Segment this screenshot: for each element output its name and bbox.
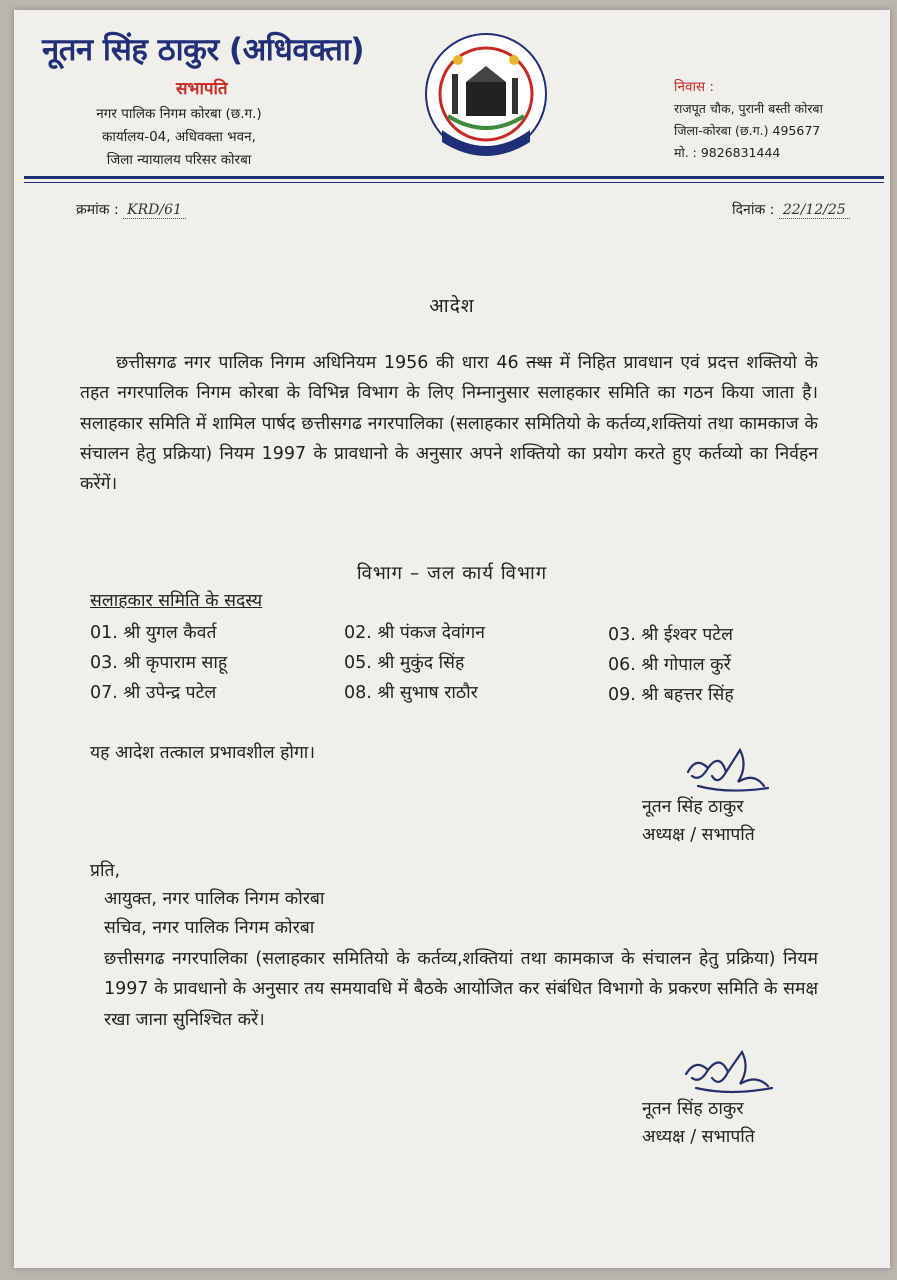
residence-line-3: मो. : 9826831444 xyxy=(674,145,781,160)
reference-value: KRD/61 xyxy=(123,202,186,219)
letter-page xyxy=(14,10,890,1268)
office-line-1: नगर पालिक निगम कोरबा (छ.ग.) xyxy=(96,106,262,122)
copy-to-label: प्रति, xyxy=(90,861,121,881)
date-label: दिनांक : xyxy=(732,202,775,218)
paragraph-text-start: छत्तीसगढ नगर पालिक निगम अधिनियम 1956 की धारा 46 xyxy=(116,353,519,373)
reference-label: क्रमांक : xyxy=(76,202,119,218)
letterhead-name: नूतन सिंह ठाकुर (अधिवक्ता) xyxy=(42,32,365,68)
signatory-role-2: अध्यक्ष / सभापति xyxy=(642,1127,755,1147)
members-heading: सलाहकार समिति के सदस्य xyxy=(90,591,263,611)
letterhead-designation: सभापति xyxy=(176,79,228,99)
residence-line-2: जिला-कोरबा (छ.ग.) 495677 xyxy=(674,123,821,138)
member-item: 03. श्री कृपाराम साहू xyxy=(90,653,228,673)
member-item: 02. श्री पंकज देवांगन xyxy=(344,623,485,643)
member-item: 06. श्री गोपाल कुर्रे xyxy=(608,655,731,675)
signatory-role: अध्यक्ष / सभापति xyxy=(642,825,755,845)
effective-line: यह आदेश तत्काल प्रभावशील होगा। xyxy=(90,743,315,763)
department-heading: विभाग – जल कार्य विभाग xyxy=(356,563,548,584)
office-line-3: जिला न्यायालय परिसर कोरबा xyxy=(106,152,252,168)
signatory-name: नूतन सिंह ठाकुर xyxy=(642,797,744,817)
residence-label: निवास : xyxy=(674,79,714,95)
member-item: 07. श्री उपेन्द्र पटेल xyxy=(90,683,217,703)
copy-recipient: आयुक्त, नगर पालिक निगम कोरबा xyxy=(104,889,325,909)
letterhead-divider-thin xyxy=(24,182,884,183)
residence-line-1: राजपूत चौक, पुरानी बस्ती कोरबा xyxy=(674,101,823,116)
order-title: आदेश xyxy=(429,295,475,317)
municipal-seal-logo xyxy=(422,30,550,158)
reference-number xyxy=(76,200,186,219)
signatory-name-2: नूतन सिंह ठाकुर xyxy=(642,1099,744,1119)
member-item: 09. श्री बहत्तर सिंह xyxy=(608,685,734,705)
member-item: 03. श्री ईश्वर पटेल xyxy=(608,625,733,645)
signature-mark xyxy=(678,742,778,798)
member-item: 08. श्री सुभाष राठौर xyxy=(344,683,478,703)
signature-mark-2 xyxy=(678,1042,782,1100)
date-value: 22/12/25 xyxy=(779,202,850,219)
member-item: 05. श्री मुकुंद सिंह xyxy=(344,653,465,673)
letter-date xyxy=(732,200,850,219)
residence-block xyxy=(674,76,823,164)
member-item: 01. श्री युगल कैवर्त xyxy=(90,623,217,643)
struck-word: तथा xyxy=(526,353,552,373)
paragraph-text-rest: में निहित प्रावधान एवं प्रदत्त शक्तियो के तहत नगरपालिक निगम कोरबा के विभिन्न विभाग के लिए निम्नानुसार सलाहकार समिति का गठन किया जाता है। सलाहकार समिति में शामिल पार्षद छत्तीसगढ नगरपालिका (सलाहकार समितियो के कर्तव्य,शक्तियां तथा कामकाज के संचालन हेतु प्रक्रिया) नियम 1997 के प्रावधानो के अनुसार अपने शक्तियो का प्रयोग करते हुए कर्तव्यो का निर्वहन करेंगें। xyxy=(80,353,818,495)
office-line-2: कार्यालय-04, अधिवक्ता भवन, xyxy=(102,129,256,145)
copy-recipient: सचिव, नगर पालिक निगम कोरबा xyxy=(104,918,315,938)
letterhead-divider xyxy=(24,176,884,179)
order-paragraph xyxy=(80,348,818,499)
copy-instruction: छत्तीसगढ नगरपालिका (सलाहकार समितियो के कर्तव्य,शक्तियां तथा कामकाज के संचालन हेतु प्रक्रिया) नियम 1997 के प्रावधानो के अनुसार तय समयावधि में बैठके आयोजित कर संबंधित विभागो के प्रकरण समिति के समक्ष रखा जाना सुनिश्चित करें। xyxy=(104,949,818,1030)
